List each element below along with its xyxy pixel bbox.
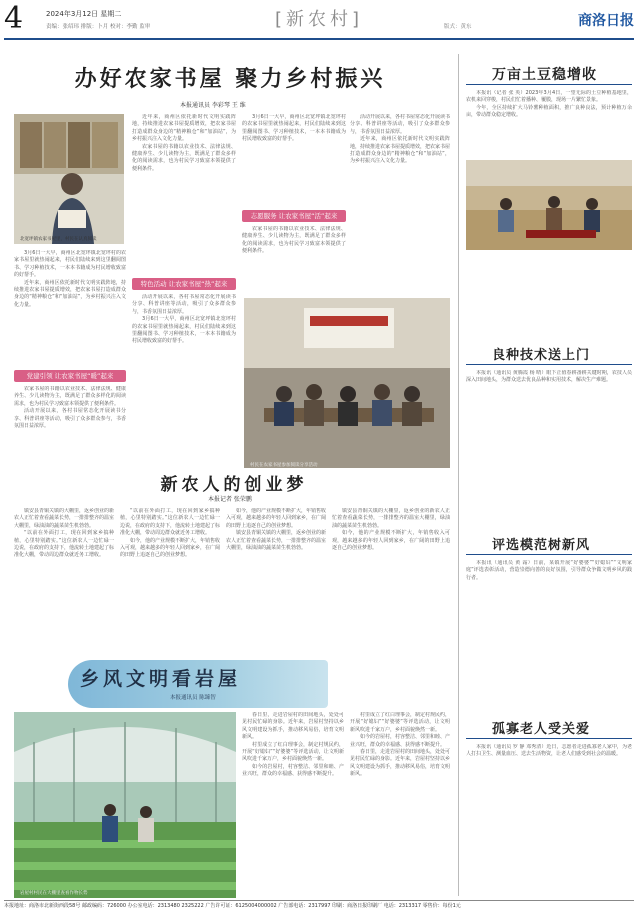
sidebar-story-body <box>466 370 632 526</box>
lead-paragraph: 近年来，商州区依托新时代文明实践阵地，持续推进农家书屋提质增效，把农家书屋打造成群众身边的“精神粮仓”和“加油站”，为乡村振兴注入文化力量。 <box>14 279 126 308</box>
culture-column-1 <box>242 712 344 896</box>
culture-paragraph: 村里成立了红白理事会，制定村规民约，开展“好媳妇”“好婆婆”等评选活动，让文明新风吹进千家万户，乡村面貌焕然一新。 <box>350 712 450 733</box>
feature-paragraph: 镇安县青铜关镇的大棚里，返乡创业的新农人正忙着查看蔬菜长势，一排排整齐的温室大棚里，绿油油的蔬菜苗生机勃勃。 <box>226 530 326 552</box>
sidebar-photo <box>466 160 632 250</box>
sidebar-paragraph: 本报讯（通讯员 黄腾霞 杨 晴）眼下正值春耕备耕关键时期，农技人员深入田间地头，为群众送去优良品种和实用技术，解决生产难题。 <box>466 370 632 384</box>
lead-paragraph: 活动开展以来，各村书屋常态化开展读书分享、科普讲座等活动，吸引了众多群众参与，书香氛围日益浓厚。 <box>350 114 450 135</box>
reading-room-photo-caption: 村民在农家书屋参加阅读分享活动 <box>250 463 318 468</box>
editor-credits: 责编：张绍玮 排版：卜月 校对：李勤 监审 <box>46 24 151 30</box>
greenhouse-photo <box>14 712 236 898</box>
sidebar-rule <box>466 84 632 85</box>
sidebar-divider <box>458 54 459 896</box>
lead-subhead: 志愿服务 让农家书屋“活”起来 <box>242 210 346 222</box>
lead-paragraph: 活动开展以来，各村书屋常态化开展读书分享、科普讲座等活动，吸引了众多群众参与，书香氛围日益浓厚。 <box>14 408 126 430</box>
culture-paragraph: 春日里，走进岩屋村的田间地头，处处可见村民忙碌的身影。近年来，岩屋村坚持以乡风文明建设为抓手，推动移风易俗，培育文明新风。 <box>242 712 344 741</box>
feature-story-byline: 本报记者 张荣鹏 <box>208 496 252 503</box>
lead-story-column-1 <box>14 250 126 370</box>
lead-story-column-2 <box>132 114 236 274</box>
sidebar-paragraph: 今年，全区持续扩大马铃薯种植面积，推广良种良法，预计种植万余亩，带动群众稳定增收。 <box>466 104 632 119</box>
sidebar-paragraph: 本报讯（通讯员 罗 静 邓秀清）近日，志愿者走进孤寡老人家中，为老人打扫卫生、测量血压、送去生活物资，让老人们感受到社会的温暖。 <box>466 744 632 758</box>
sidebar-story-title: 评选模范树新风 <box>492 538 591 553</box>
sidebar-paragraph: 本报讯（通讯员 黄 霜）日前，某镇开展“好婆婆”“好媳妇”“文明家庭”评选表彰活动，营造崇德向善的良好氛围，引导群众争做文明乡风的践行者。 <box>466 560 632 581</box>
culture-paragraph: 村里成立了红白理事会，制定村规民约，开展“好媳妇”“好婆婆”等评选活动，让文明新风吹进千家万户，乡村面貌焕然一新。 <box>242 741 344 763</box>
feature-story-title: 新农人的创业梦 <box>160 475 308 495</box>
culture-story-title: 乡风文明看岩屋 <box>80 668 242 690</box>
lead-subhead: 特色活动 让农家书屋“热”起来 <box>132 278 236 290</box>
greenhouse-photo-caption: 岩屋村村民在大棚里查看作物长势 <box>20 891 88 896</box>
lead-paragraph: 3月6日一大早，商州区北宽坪镇北宽坪村的农家书屋里就热闹起来，村民们陆续来到这里翻阅图书、学习种植技术，一本本书籍成为村民增收致富的好帮手。 <box>132 316 236 345</box>
page-number: 4 <box>4 1 24 36</box>
feature-paragraph: “以前在外面打工，现在回到家乡搞种植，心里特别踏实。”这位新农人一边忙碌一边说，在政府的支持下，他流转土地建起了标准化大棚，带动周边群众就近务工增收。 <box>120 508 220 537</box>
sidebar-rule <box>466 554 632 555</box>
feature-paragraph: 镇安县青铜关镇的大棚里，返乡创业的新农人正忙着查看蔬菜长势，一排排整齐的温室大棚里，绿油油的蔬菜苗生机勃勃。 <box>332 508 450 529</box>
footer-info: 本报地址：商洛市北新街西段58号 邮政编码：726000 办公室电话：2313480 2325222 广告许可证：6125004000002 广告部电话：2317997 印刷：商洛日报印刷厂 电话：2313317 零售价：每份1元 <box>4 900 634 912</box>
lead-photo-caption: 北宽坪镇农家书屋里，村民在认真阅读 <box>20 237 97 242</box>
feature-paragraph: 如今，他的产业规模不断扩大，年销售收入可观，越来越多的年轻人回到家乡，在广阔的田野上追逐自己的创业梦想。 <box>332 530 450 552</box>
culture-column-2 <box>350 712 450 896</box>
lead-story-column-4 <box>350 114 450 290</box>
issue-date: 2024年3月12日 星期二 <box>46 10 122 18</box>
culture-paragraph: 如今的岩屋村，村容整洁、邻里和睦、产业兴旺，群众的幸福感、获得感不断提升。 <box>350 734 450 748</box>
feature-paragraph: “以前在外面打工，现在回到家乡搞种植，心里特别踏实。”这位新农人一边忙碌一边说，在政府的支持下，他流转土地建起了标准化大棚，带动周边群众就近务工增收。 <box>14 530 114 559</box>
lead-paragraph: 3月6日一大早，商州区北宽坪镇北宽坪村的农家书屋里就热闹起来，村民们陆续来到这里翻阅图书、学习种植技术，一本本书籍成为村民增收致富的好帮手。 <box>14 250 126 279</box>
culture-paragraph: 如今的岩屋村，村容整洁、邻里和睦、产业兴旺，群众的幸福感、获得感不断提升。 <box>242 763 344 778</box>
sidebar-rule <box>466 364 632 365</box>
sidebar-story-title: 孤寡老人受关爱 <box>492 722 591 737</box>
lead-story-title: 办好农家书屋 聚力乡村振兴 <box>74 66 386 92</box>
sidebar-rule <box>466 738 632 739</box>
feature-column-3 <box>226 508 326 646</box>
lead-paragraph: 农家书屋的书籍以农业技术、法律法规、健康养生、少儿读物为主，既满足了群众多样化的阅读需求，也为村民学习致富本领提供了便利条件。 <box>14 386 126 407</box>
layout-credit: 版式：黄东 <box>444 24 472 30</box>
feature-paragraph: 如今，他的产业规模不断扩大，年销售收入可观，越来越多的年轻人回到家乡，在广阔的田野上追逐自己的创业梦想。 <box>226 508 326 529</box>
culture-story-byline: 本报通讯员 陈臻智 <box>170 695 216 701</box>
sidebar-story-title: 万亩土豆稳增收 <box>492 67 597 83</box>
newspaper-logo: 商洛日报 <box>578 13 634 29</box>
lead-paragraph: 农家书屋的书籍以农业技术、法律法规、健康养生、少儿读物为主，既满足了群众多样化的阅读需求，也为村民学习致富本领提供了便利条件。 <box>132 143 236 172</box>
reading-room-photo <box>244 298 450 468</box>
sidebar-story-body <box>466 744 632 894</box>
feature-paragraph: 镇安县青铜关镇的大棚里，返乡创业的新农人正忙着查看蔬菜长势，一排排整齐的温室大棚里，绿油油的蔬菜苗生机勃勃。 <box>14 508 114 529</box>
lead-subhead: 党建引领 让农家书屋“暖”起来 <box>14 370 126 382</box>
sidebar-story-body <box>466 560 632 694</box>
feature-column-2 <box>120 508 220 646</box>
lead-story-column-3 <box>242 114 346 206</box>
lead-story-byline: 本报通讯员 李彩琴 王 维 <box>180 102 246 109</box>
lead-story-photo <box>14 114 124 244</box>
lead-paragraph: 农家书屋的书籍以农业技术、法律法规、健康养生、少儿读物为主，既满足了群众多样化的阅读需求，也为村民学习致富本领提供了便利条件。 <box>242 226 346 255</box>
lead-story-column-3b <box>242 226 346 296</box>
sidebar-story-title: 良种技术送上门 <box>492 348 591 363</box>
culture-paragraph: 春日里，走进岩屋村的田间地头，处处可见村民忙碌的身影。近年来，岩屋村坚持以乡风文明建设为抓手，推动移风易俗，培育文明新风。 <box>350 749 450 778</box>
sidebar-paragraph: 本报讯（记者 张 英）2023年3月4日，一望无际的土豆种植基地里，农机来回穿梭，村民们忙着播种、覆膜，现场一片繁忙景象。 <box>466 90 632 104</box>
lead-paragraph: 活动开展以来，各村书屋常态化开展读书分享、科普讲座等活动，吸引了众多群众参与，书香氛围日益浓厚。 <box>132 294 236 315</box>
section-name: [新农村] <box>274 9 364 30</box>
masthead <box>4 1 634 40</box>
lead-paragraph: 3月6日一大早，商州区北宽坪镇北宽坪村的农家书屋里就热闹起来，村民们陆续来到这里翻阅图书、学习种植技术，一本本书籍成为村民增收致富的好帮手。 <box>242 114 346 143</box>
lead-paragraph: 近年来，商州区依托新时代文明实践阵地，持续推进农家书屋提质增效，把农家书屋打造成群众身边的“精神粮仓”和“加油站”，为乡村振兴注入文化力量。 <box>350 136 450 165</box>
feature-paragraph: 如今，他的产业规模不断扩大，年销售收入可观，越来越多的年轻人回到家乡，在广阔的田野上追逐自己的创业梦想。 <box>120 537 220 559</box>
feature-column-1 <box>14 508 114 646</box>
feature-column-4 <box>332 508 450 646</box>
lead-paragraph: 近年来，商州区依托新时代文明实践阵地，持续推进农家书屋提质增效，把农家书屋打造成群众身边的“精神粮仓”和“加油站”，为乡村振兴注入文化力量。 <box>132 114 236 143</box>
